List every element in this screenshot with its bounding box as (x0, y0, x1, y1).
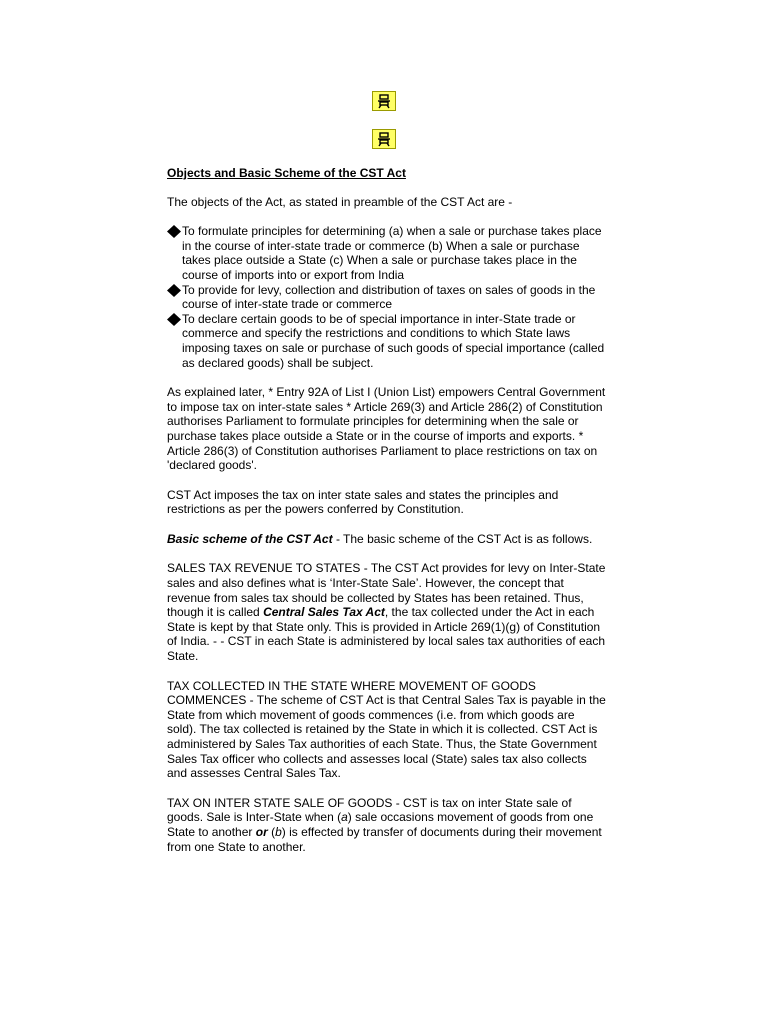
explained-paragraph: As explained later, * Entry 92A of List I (Union List) empowers Central Government to impose tax on inter-state sales * Article 269(3) and Article 286(2) of Constitution authorises Parliament to formulate principles for determining when the sale or purchase takes place outside a State or in the course of imports and exports. * Article 286(3) of Constitution authorises Parliament to place restrictions on tax on 'declared goods'. (167, 385, 606, 473)
inter-state-a: a (341, 810, 348, 825)
nav-button-2[interactable] (372, 129, 396, 149)
revenue-text-1: SALES TAX REVENUE TO STATES - The CST Act provides for levy on Inter-State sales and also defines what is ‘Inter-State Sale’. However, the concept that revenue from sales tax should be collected by States has been retained. Thus, though it is called (167, 561, 606, 620)
basic-scheme-label: Basic scheme of the CST Act (167, 531, 333, 546)
imposes-paragraph: CST Act imposes the tax on inter state sales and states the principles and restrictions as per the powers conferred by Constitution. (167, 487, 559, 517)
revenue-paragraph (167, 561, 607, 663)
list-item-text: To provide for levy, collection and distribution of taxes on sales of goods in the course of inter-state trade or commerce (182, 282, 596, 312)
revenue-emphasis: Central Sales Tax Act (263, 605, 385, 620)
person-icon (376, 132, 392, 147)
revenue-text-2: , the tax collected under the Act in each State is kept by that State only. This is provided in Article 269(1)(g) of Constitution of India. - - CST in each State is administered by local sales tax authorities of each State. (167, 605, 605, 664)
list-item-text: To formulate principles for determining (a) when a sale or purchase takes place in the course of inter-state trade or commerce (b) When a sale or purchase takes place outside a State (c) When a sale or purchase takes place in the course of imports into or export from India (182, 224, 602, 282)
inter-state-text-2: ) sale occasions movement of goods from one State to another (167, 810, 594, 839)
inter-state-text-3: ( (267, 824, 276, 839)
diamond-bullet-icon (167, 313, 181, 326)
basic-scheme-paragraph (167, 532, 607, 547)
collected-paragraph: TAX COLLECTED IN THE STATE WHERE MOVEMENT OF GOODS COMMENCES - The scheme of CST Act is that Central Sales Tax is payable in the State from which movement of goods commences (i.e. from which goods are sold). The tax collected is retained by the State in which it is collected. CST Act is administered by Sales Tax authorities of each State. Thus, the State Government Sales Tax officer who collects and assesses local (State) sales tax also collects and assesses Central Sales Tax. (167, 678, 606, 781)
basic-scheme-text: - The basic scheme of the CST Act is as follows. (332, 531, 593, 546)
inter-state-paragraph (167, 796, 607, 854)
inter-state-text-4: ) is effected by transfer of documents during their movement from one State to another. (167, 824, 602, 854)
intro-paragraph: The objects of the Act, as stated in preamble of the CST Act are - (167, 194, 513, 209)
person-icon (376, 94, 392, 109)
inter-state-b: b (275, 824, 282, 839)
nav-button-1[interactable] (372, 91, 396, 111)
list-item-text: To declare certain goods to be of special importance in inter-State trade or commerce and specify the restrictions and conditions to which State laws imposing taxes on sale or purchase of such goods of special importance (called as declared goods) shall be subject. (182, 311, 605, 370)
list-item (167, 312, 607, 370)
objects-list (167, 224, 607, 370)
list-item (167, 224, 607, 282)
list-item (167, 283, 607, 312)
document-body (167, 166, 607, 869)
section-heading: Objects and Basic Scheme of the CST Act (167, 166, 406, 180)
inter-state-text-1: TAX ON INTER STATE SALE OF GOODS - CST is tax on inter State sale of goods. Sale is Inter-State when ( (167, 795, 572, 825)
diamond-bullet-icon (167, 225, 181, 238)
inter-state-or: or (255, 824, 268, 839)
diamond-bullet-icon (167, 284, 181, 297)
